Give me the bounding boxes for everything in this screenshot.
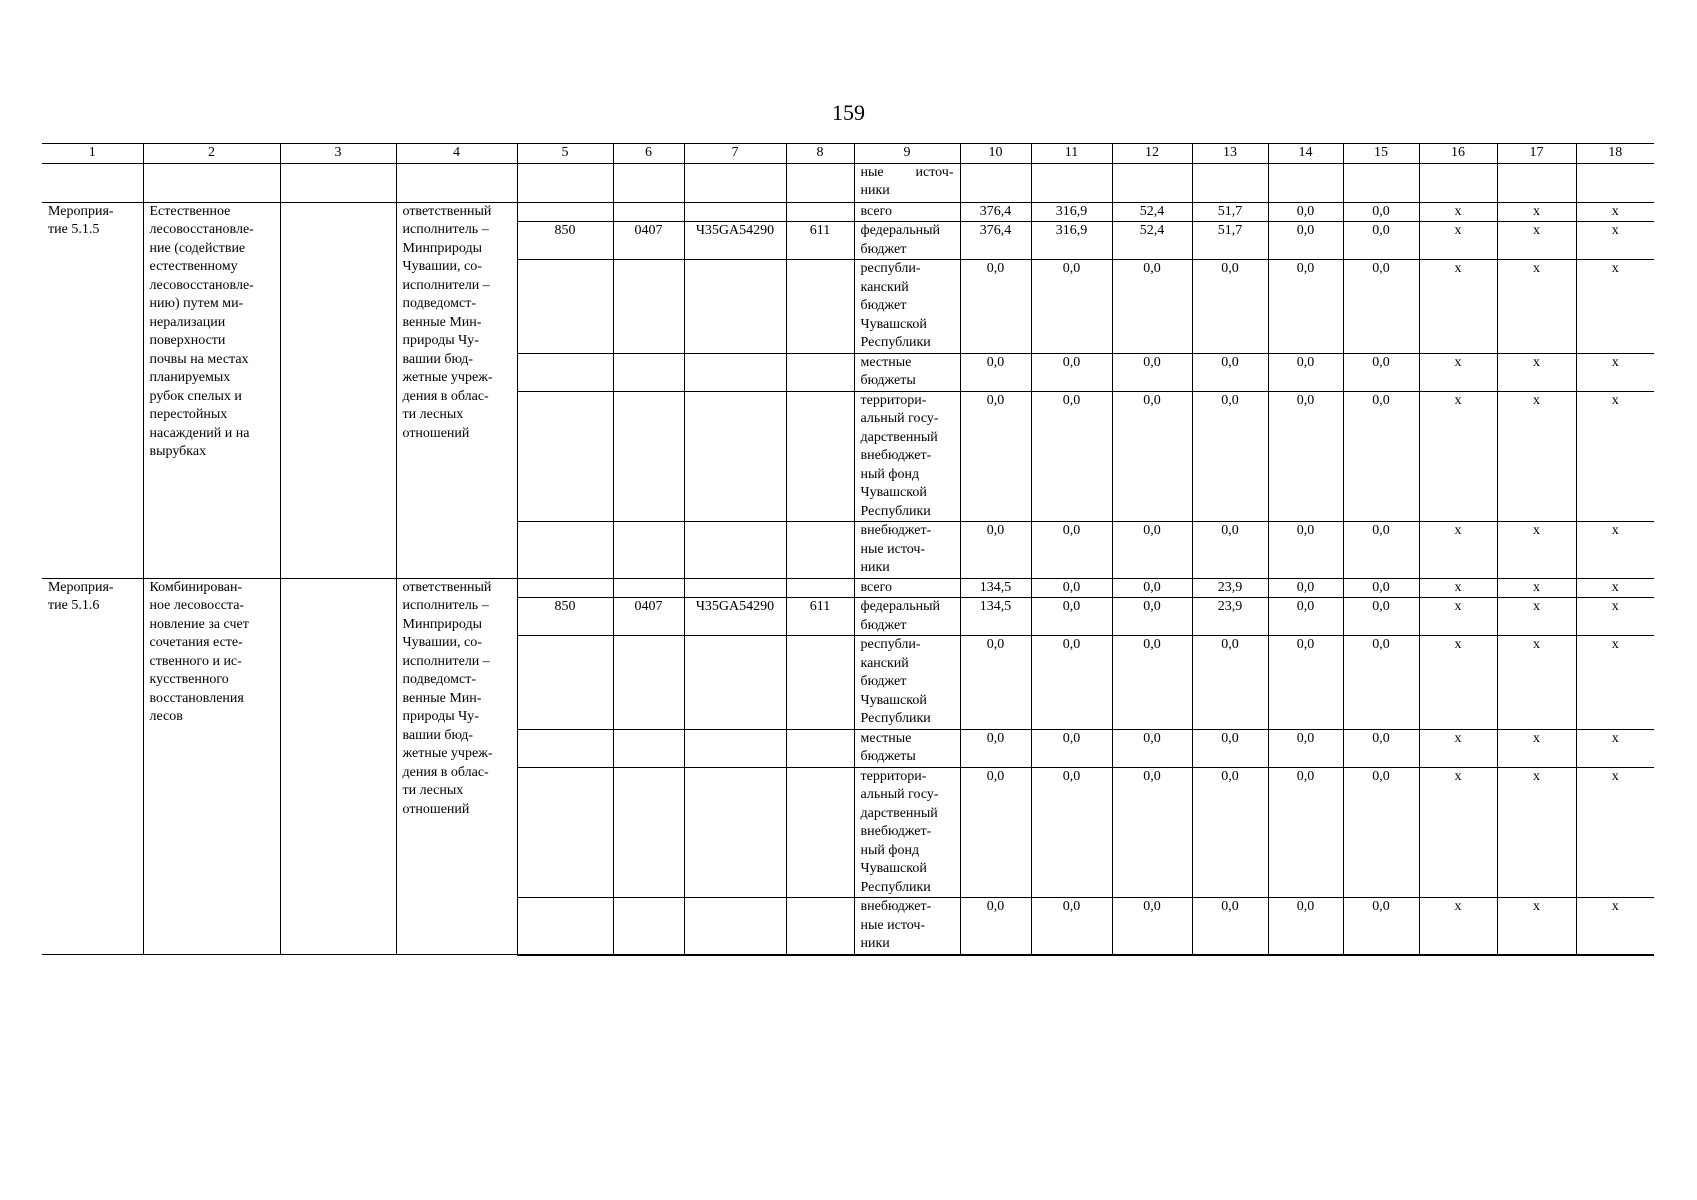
value-cell: 0,0 <box>1268 222 1343 260</box>
funding-source-cell: местные бюджеты <box>854 729 960 767</box>
event-executor: ответственный исполнитель – Минприроды Чувашии, со- исполнители – подведомст- венные Мин- природы Чу- вашии бюд- жетные учреж- дения в облас- ти лесных отношений <box>396 202 517 578</box>
header-cell-15: 15 <box>1343 144 1419 164</box>
code-vr: 611 <box>786 222 854 260</box>
empty-cell <box>684 522 786 579</box>
value-cell: 0,0 <box>1112 522 1192 579</box>
value-cell: x <box>1497 898 1576 955</box>
funding-source-cell: федеральный бюджет <box>854 222 960 260</box>
value-cell: x <box>1576 202 1654 222</box>
empty-cell <box>517 353 613 391</box>
funding-source-cell: всего <box>854 578 960 598</box>
funding-source-cell: всего <box>854 202 960 222</box>
header-cell-11: 11 <box>1031 144 1112 164</box>
code-grbs: 850 <box>517 222 613 260</box>
value-cell: 0,0 <box>1112 729 1192 767</box>
value-cell: x <box>1497 729 1576 767</box>
value-cell: 0,0 <box>1268 898 1343 955</box>
empty-cell <box>517 898 613 955</box>
value-cell: x <box>1576 260 1654 354</box>
funding-source-cell: местные бюджеты <box>854 353 960 391</box>
value-cell: x <box>1419 202 1497 222</box>
value-cell: 0,0 <box>1112 767 1192 898</box>
value-cell: x <box>1497 522 1576 579</box>
funding-source-cell: республи- канский бюджет Чувашской Республики <box>854 636 960 730</box>
empty-cell <box>684 163 786 202</box>
value-cell: 0,0 <box>1031 391 1112 522</box>
header-cell-8: 8 <box>786 144 854 164</box>
value-cell: 0,0 <box>1268 598 1343 636</box>
empty-cell <box>613 260 684 354</box>
value-cell: x <box>1497 578 1576 598</box>
value-cell: 0,0 <box>960 260 1031 354</box>
value-cell: 0,0 <box>1031 578 1112 598</box>
empty-cell <box>786 353 854 391</box>
value-cell: x <box>1576 767 1654 898</box>
value-cell: 23,9 <box>1192 598 1268 636</box>
code-vr: 611 <box>786 598 854 636</box>
value-cell: 376,4 <box>960 202 1031 222</box>
value-cell: 0,0 <box>960 767 1031 898</box>
value-cell: 0,0 <box>1343 729 1419 767</box>
value-cell: 0,0 <box>1031 353 1112 391</box>
empty-cell <box>684 767 786 898</box>
empty-cell <box>1419 163 1497 202</box>
empty-cell <box>517 260 613 354</box>
value-cell: x <box>1497 202 1576 222</box>
value-cell: 0,0 <box>1343 636 1419 730</box>
code-csr: Ч35GA54290 <box>684 598 786 636</box>
value-cell: 0,0 <box>1192 353 1268 391</box>
budget-table <box>42 143 1654 956</box>
value-cell: x <box>1419 767 1497 898</box>
value-cell: 51,7 <box>1192 202 1268 222</box>
empty-cell <box>280 202 396 578</box>
empty-cell <box>613 163 684 202</box>
header-cell-5: 5 <box>517 144 613 164</box>
empty-cell <box>960 163 1031 202</box>
empty-cell <box>613 522 684 579</box>
value-cell: 0,0 <box>1343 202 1419 222</box>
value-cell: 51,7 <box>1192 222 1268 260</box>
value-cell: x <box>1497 767 1576 898</box>
header-cell-18: 18 <box>1576 144 1654 164</box>
value-cell: 0,0 <box>1268 767 1343 898</box>
value-cell: x <box>1497 391 1576 522</box>
value-cell: 0,0 <box>1343 522 1419 579</box>
value-cell: x <box>1419 260 1497 354</box>
value-cell: x <box>1419 353 1497 391</box>
header-cell-17: 17 <box>1497 144 1576 164</box>
value-cell: x <box>1576 578 1654 598</box>
empty-cell <box>42 163 143 202</box>
value-cell: 52,4 <box>1112 202 1192 222</box>
value-cell: 0,0 <box>1112 260 1192 354</box>
empty-cell <box>786 260 854 354</box>
value-cell: x <box>1419 898 1497 955</box>
value-cell: x <box>1419 729 1497 767</box>
event-number: Мероприя- тие 5.1.6 <box>42 578 143 955</box>
continuation-row <box>42 163 1654 202</box>
empty-cell <box>280 578 396 955</box>
value-cell: 0,0 <box>1031 522 1112 579</box>
value-cell: 0,0 <box>1343 260 1419 354</box>
empty-cell <box>396 163 517 202</box>
value-cell: 0,0 <box>960 729 1031 767</box>
value-cell: 0,0 <box>1031 767 1112 898</box>
header-cell-16: 16 <box>1419 144 1497 164</box>
header-row <box>42 144 1654 164</box>
empty-cell <box>517 522 613 579</box>
value-cell: x <box>1497 636 1576 730</box>
value-cell: x <box>1419 222 1497 260</box>
value-cell: x <box>1497 353 1576 391</box>
value-cell: 0,0 <box>1268 636 1343 730</box>
value-cell: x <box>1497 222 1576 260</box>
value-cell: 0,0 <box>1268 202 1343 222</box>
empty-cell <box>517 202 613 222</box>
empty-cell <box>517 767 613 898</box>
value-cell: 0,0 <box>1268 578 1343 598</box>
value-cell: 0,0 <box>1112 898 1192 955</box>
event-executor: ответственный исполнитель – Минприроды Чувашии, со- исполнители – подведомст- венные Мин- природы Чу- вашии бюд- жетные учреж- дения в облас- ти лесных отношений <box>396 578 517 955</box>
value-cell: 0,0 <box>1192 767 1268 898</box>
code-csr: Ч35GA54290 <box>684 222 786 260</box>
empty-cell <box>684 578 786 598</box>
empty-cell <box>1497 163 1576 202</box>
value-cell: 0,0 <box>960 391 1031 522</box>
value-cell: 134,5 <box>960 578 1031 598</box>
funding-source-cell: внебюджет- ные источ- ники <box>854 898 960 955</box>
header-cell-3: 3 <box>280 144 396 164</box>
empty-cell <box>613 391 684 522</box>
empty-cell <box>280 163 396 202</box>
value-cell: 0,0 <box>1268 729 1343 767</box>
empty-cell <box>684 202 786 222</box>
value-cell: 0,0 <box>1268 353 1343 391</box>
value-cell: 0,0 <box>1268 522 1343 579</box>
code-rzpr: 0407 <box>613 598 684 636</box>
value-cell: 0,0 <box>1343 598 1419 636</box>
page-number: 159 <box>832 100 865 125</box>
funding-source-cell: территори- альный госу- дарственный внебюджет- ный фонд Чувашской Республики <box>854 391 960 522</box>
empty-cell <box>517 391 613 522</box>
empty-cell <box>684 729 786 767</box>
empty-cell <box>517 636 613 730</box>
empty-cell <box>1268 163 1343 202</box>
value-cell: 52,4 <box>1112 222 1192 260</box>
empty-cell <box>613 636 684 730</box>
header-cell-1: 1 <box>42 144 143 164</box>
header-cell-4: 4 <box>396 144 517 164</box>
code-grbs: 850 <box>517 598 613 636</box>
value-cell: 0,0 <box>1192 260 1268 354</box>
empty-cell <box>613 353 684 391</box>
funding-source-cell: республи- канский бюджет Чувашской Республики <box>854 260 960 354</box>
value-cell: 0,0 <box>1031 636 1112 730</box>
value-cell: 0,0 <box>960 522 1031 579</box>
empty-cell <box>1343 163 1419 202</box>
value-cell: x <box>1576 598 1654 636</box>
empty-cell <box>1192 163 1268 202</box>
value-cell: 316,9 <box>1031 202 1112 222</box>
value-cell: x <box>1419 578 1497 598</box>
empty-cell <box>613 729 684 767</box>
empty-cell <box>684 636 786 730</box>
value-cell: 0,0 <box>1192 729 1268 767</box>
value-cell: x <box>1497 260 1576 354</box>
value-cell: 0,0 <box>1343 222 1419 260</box>
empty-cell <box>684 353 786 391</box>
value-cell: 0,0 <box>1031 729 1112 767</box>
value-cell: 316,9 <box>1031 222 1112 260</box>
value-cell: x <box>1576 222 1654 260</box>
empty-cell <box>1031 163 1112 202</box>
empty-cell <box>684 260 786 354</box>
event-number: Мероприя- тие 5.1.5 <box>42 202 143 578</box>
value-cell: x <box>1419 391 1497 522</box>
value-cell: 0,0 <box>960 636 1031 730</box>
value-cell: x <box>1497 598 1576 636</box>
empty-cell <box>613 202 684 222</box>
value-cell: 0,0 <box>1112 636 1192 730</box>
value-cell: 0,0 <box>1031 598 1112 636</box>
value-cell: 0,0 <box>1343 391 1419 522</box>
empty-cell <box>786 636 854 730</box>
header-cell-14: 14 <box>1268 144 1343 164</box>
value-cell: 0,0 <box>1343 767 1419 898</box>
value-cell: 23,9 <box>1192 578 1268 598</box>
header-cell-7: 7 <box>684 144 786 164</box>
code-rzpr: 0407 <box>613 222 684 260</box>
value-cell: 0,0 <box>1192 391 1268 522</box>
value-cell: x <box>1576 636 1654 730</box>
empty-cell <box>143 163 280 202</box>
funding-source-cell: федеральный бюджет <box>854 598 960 636</box>
value-cell: 0,0 <box>1112 598 1192 636</box>
empty-cell <box>786 202 854 222</box>
empty-cell <box>517 578 613 598</box>
empty-cell <box>684 898 786 955</box>
header-cell-9: 9 <box>854 144 960 164</box>
event-name: Комбинирован- ное лесовосста- новление за счет сочетания есте- ственного и ис- кусственного восстановления лесов <box>143 578 280 955</box>
empty-cell <box>684 391 786 522</box>
header-cell-10: 10 <box>960 144 1031 164</box>
value-cell: 0,0 <box>1112 353 1192 391</box>
empty-cell <box>613 898 684 955</box>
table-row <box>42 578 1654 598</box>
value-cell: 134,5 <box>960 598 1031 636</box>
empty-cell <box>517 729 613 767</box>
value-cell: 0,0 <box>1268 260 1343 354</box>
header-cell-12: 12 <box>1112 144 1192 164</box>
empty-cell <box>786 898 854 955</box>
value-cell: 0,0 <box>960 898 1031 955</box>
empty-cell <box>786 729 854 767</box>
value-cell: 0,0 <box>1112 391 1192 522</box>
value-cell: x <box>1419 636 1497 730</box>
value-cell: 0,0 <box>1112 578 1192 598</box>
empty-cell <box>786 391 854 522</box>
value-cell: 0,0 <box>1192 898 1268 955</box>
table-row <box>42 202 1654 222</box>
empty-cell <box>1576 163 1654 202</box>
value-cell: 0,0 <box>1031 260 1112 354</box>
value-cell: 0,0 <box>1343 353 1419 391</box>
header-cell-13: 13 <box>1192 144 1268 164</box>
empty-cell <box>517 163 613 202</box>
value-cell: 0,0 <box>1192 636 1268 730</box>
empty-cell <box>613 767 684 898</box>
value-cell: x <box>1419 598 1497 636</box>
value-cell: 0,0 <box>1192 522 1268 579</box>
empty-cell <box>786 578 854 598</box>
funding-source-cell: территори- альный госу- дарственный внебюджет- ный фонд Чувашской Республики <box>854 767 960 898</box>
value-cell: x <box>1576 898 1654 955</box>
empty-cell <box>786 163 854 202</box>
value-cell: 0,0 <box>1268 391 1343 522</box>
header-cell-6: 6 <box>613 144 684 164</box>
value-cell: 0,0 <box>1031 898 1112 955</box>
value-cell: 0,0 <box>1343 898 1419 955</box>
empty-cell <box>786 767 854 898</box>
value-cell: x <box>1576 522 1654 579</box>
value-cell: x <box>1576 391 1654 522</box>
funding-source-cell: ные источ- ники <box>854 163 960 202</box>
value-cell: x <box>1576 353 1654 391</box>
value-cell: 0,0 <box>960 353 1031 391</box>
empty-cell <box>613 578 684 598</box>
empty-cell <box>786 522 854 579</box>
funding-source-cell: внебюджет- ные источ- ники <box>854 522 960 579</box>
header-cell-2: 2 <box>143 144 280 164</box>
event-name: Естественное лесовосстановле- ние (содействие естественному лесовосстановле- нию) путем ми- нерализации поверхности почвы на местах планируемых рубок спелых и перестойных насаждений и на вырубках <box>143 202 280 578</box>
value-cell: x <box>1576 729 1654 767</box>
value-cell: x <box>1419 522 1497 579</box>
empty-cell <box>1112 163 1192 202</box>
value-cell: 376,4 <box>960 222 1031 260</box>
value-cell: 0,0 <box>1343 578 1419 598</box>
